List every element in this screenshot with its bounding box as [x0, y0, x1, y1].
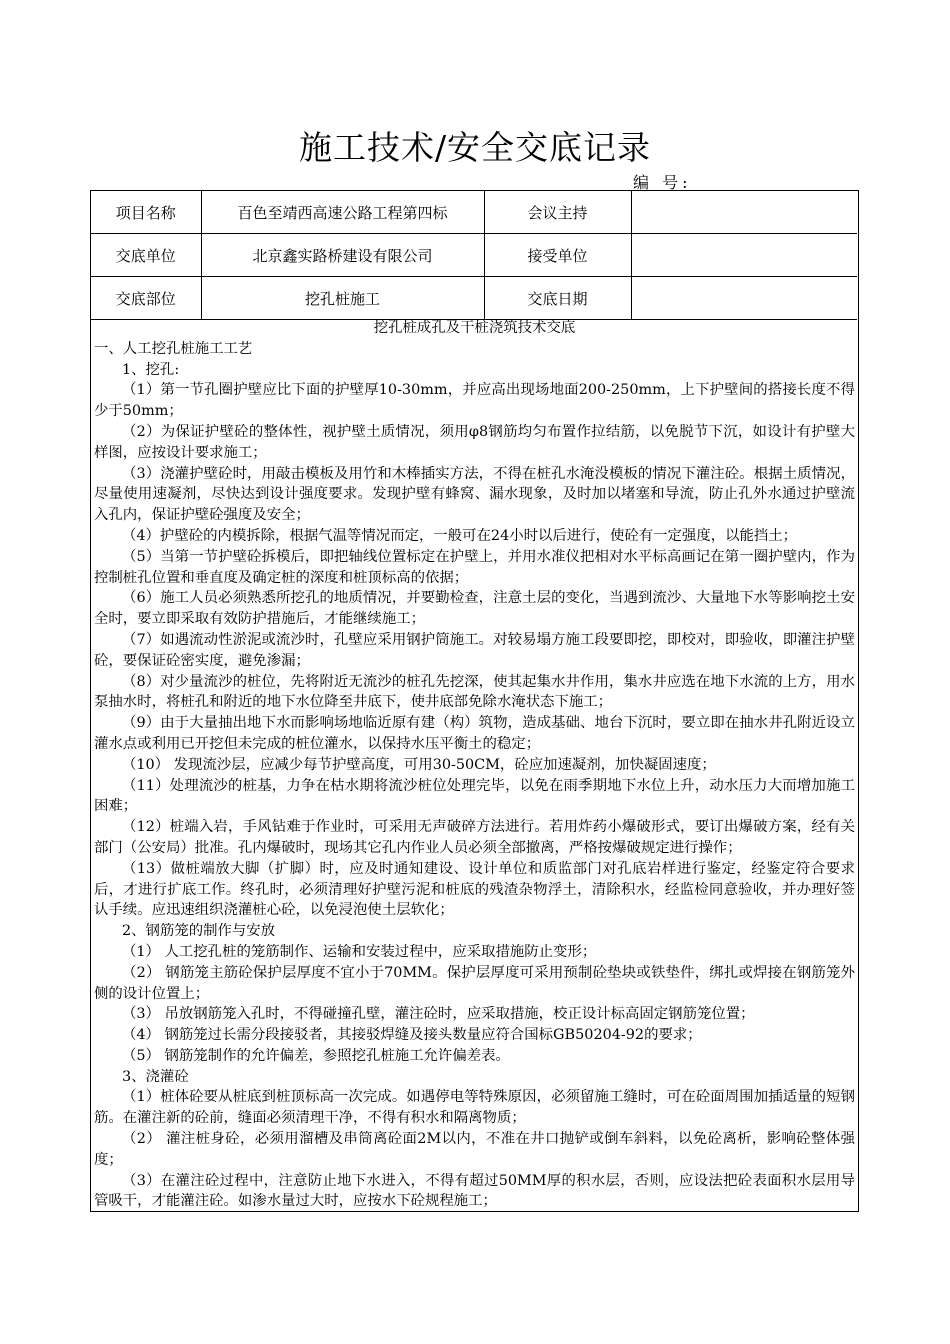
paragraph: （5）当第一节护壁砼拆模后，即把轴线位置标定在护壁上，并用水准仪把相对水平标高画记在第一圈护壁内，作为控制桩孔位置和垂直度及确定桩的深度和桩顶标高的依据；	[94, 548, 855, 586]
document-title: 施工技术/安全交底记录	[298, 128, 652, 167]
paragraph: （11）处理流沙的桩基，力争在枯水期将流沙桩位处理完毕，以免在雨季期地下水位上升，动水压力大而增加施工困难；	[94, 777, 855, 815]
subheading-rebar-cage: 2、钢筋笼的制作与安放	[122, 923, 276, 940]
paragraph: （8）对少量流沙的桩位，先将附近无流沙的桩孔先挖深，使其起集水井作用，集水井应选在地下水流的上方，用水泵抽水时，将桩孔和附近的地下水位降至井底下，使井底部免除水淹状态下施工；	[94, 673, 855, 711]
paragraph: （2） 钢筋笼主筋砼保护层厚度不宜小于70MM。保护层厚度可采用预制砼垫块或铁垫件，绑扎或焊接在钢筋笼外侧的设计位置上；	[94, 964, 855, 1002]
paragraph: （5） 钢筋笼制作的允许偏差，参照挖孔桩施工允许偏差表。	[122, 1047, 510, 1064]
meeting-host-label: 会议主持	[484, 191, 631, 234]
paragraph: （2） 灌注桩身砼，必须用溜槽及串筒离砼面2M以内，不准在井口抛铲或倒车斜料，以免砼离析，影响砼整体强度；	[94, 1131, 855, 1168]
header-row	[91, 191, 857, 234]
project-name-value: 百色至靖西高速公路工程第四标	[201, 191, 484, 234]
briefing-part-value: 挖孔桩施工	[201, 277, 484, 320]
heading-1: 一、人工挖孔桩施工工艺	[94, 340, 253, 357]
briefing-part-label: 交底部位	[91, 277, 201, 320]
briefing-content	[94, 318, 855, 1212]
briefing-date-value	[631, 277, 857, 320]
paragraph: （6）施工人员必须熟悉所挖孔的地质情况，并要勤检查，注意土层的变化，当遇到流沙、大量地下水等影响挖土安全时，要立即采取有效防护措施后，才能继续施工；	[94, 590, 855, 628]
paragraph: （7）如遇流动性淤泥或流沙时，孔壁应采用钢护筒施工。对较易塌方施工段要即挖，即校对，即验收，即灌注护壁砼，要保证砼密实度，避免渗漏；	[94, 631, 855, 669]
briefing-date-label: 交底日期	[484, 277, 631, 320]
receiving-unit-label: 接受单位	[484, 234, 631, 277]
serial-number-label: 编 号:	[633, 173, 692, 192]
paragraph: （4） 钢筋笼过长需分段接驳者，其接驳焊缝及接头数量应符合国标GB50204-92的要求；	[122, 1027, 702, 1044]
paragraph: （9）由于大量抽出地下水而影响场地临近原有建（构）筑物，造成基础、地台下沉时，要立即在抽水井孔附近设立灌水点或利用已开挖但未完成的桩位灌水，以保持水压平衡土的稳定；	[94, 715, 855, 752]
paragraph: （12）桩端入岩，手风钻难于作业时，可采用无声破碎方法进行。若用炸药小爆破形式，要订出爆破方案，经有关部门（公安局）批准。孔内爆破时，现场其它孔内作业人员必须全部撤离，严格按爆破规定进行操作；	[94, 819, 855, 856]
paragraph: （3）在灌注砼过程中，注意防止地下水进入，不得有超过50MM厚的积水层，否则，应设法把砼表面积水层用导管吸干，才能灌注砼。如渗水量过大时，应按水下砼规程施工；	[94, 1172, 855, 1210]
paragraph: （4）护壁砼的内模拆除，根据气温等情况而定，一般可在24小时以后进行，使砼有一定强度，以能挡土；	[122, 527, 798, 544]
header-table	[91, 191, 857, 320]
paragraph: （10） 发现流沙层，应减少每节护壁高度，可用30-50CM，砼应加速凝剂，加快凝固速度；	[122, 756, 716, 773]
project-name-label: 项目名称	[91, 191, 201, 234]
header-row	[91, 234, 857, 277]
paragraph: （3） 吊放钢筋笼入孔时，不得碰撞孔壁，灌注砼时，应采取措施，校正设计标高固定钢筋笼位置；	[122, 1006, 755, 1023]
issuing-unit-value: 北京鑫实路桥建设有限公司	[201, 234, 484, 277]
subheading-concrete-pouring: 3、浇灌砼	[122, 1068, 189, 1085]
section-title: 挖孔桩成孔及干桩浇筑技术交底	[373, 320, 576, 336]
issuing-unit-label: 交底单位	[91, 234, 201, 277]
paragraph: （1） 人工挖孔桩的笼筋制作、运输和安装过程中，应采取措施防止变形；	[122, 943, 597, 960]
receiving-unit-value	[631, 234, 857, 277]
paragraph: （13）做桩端放大脚（扩脚）时，应及时通知建设、设计单位和质监部门对孔底岩样进行鉴定，经鉴定符合要求后，才进行扩底工作。终孔时，必须清理好护壁污泥和桩底的残渣杂物浮土，清除积水，经监检同意验收，并办理好签认手续。应迅速组织浇灌桩心砼，以免浸泡使土层软化；	[94, 860, 855, 919]
paragraph: （1）第一节孔圈护壁应比下面的护壁厚10-30mm，并应高出现场地面200-250mm，上下护壁间的搭接长度不得少于50mm；	[94, 382, 855, 420]
meeting-host-value	[631, 191, 857, 234]
paragraph: （1）桩体砼要从桩底到桩顶标高一次完成。如遇停电等特殊原因，必须留施工缝时，可在砼面周围加插适量的短钢筋。在灌注新的砼前，缝面必须清理干净，不得有积水和隔离物质；	[94, 1089, 855, 1127]
paragraph: （2）为保证护壁砼的整体性，视护壁土质情况，须用φ8钢筋均匀布置作拉结筋，以免脱节下沉，如设计有护壁大样图，应按设计要求施工；	[94, 423, 855, 461]
paragraph: （3）浇灌护壁砼时，用敲击模板及用竹和木棒插实方法，不得在桩孔水淹没模板的情况下灌注砼。根据土质情况，尽量使用速凝剂，尽快达到设计强度要求。发现护壁有蜂窝、漏水现象，及时加以堵塞和导流，防止孔外水通过护壁流入孔内，保证护壁砼强度及安全；	[94, 465, 855, 524]
subheading-digging: 1、挖孔:	[122, 361, 180, 378]
header-row	[91, 277, 857, 320]
record-form	[90, 190, 859, 1212]
